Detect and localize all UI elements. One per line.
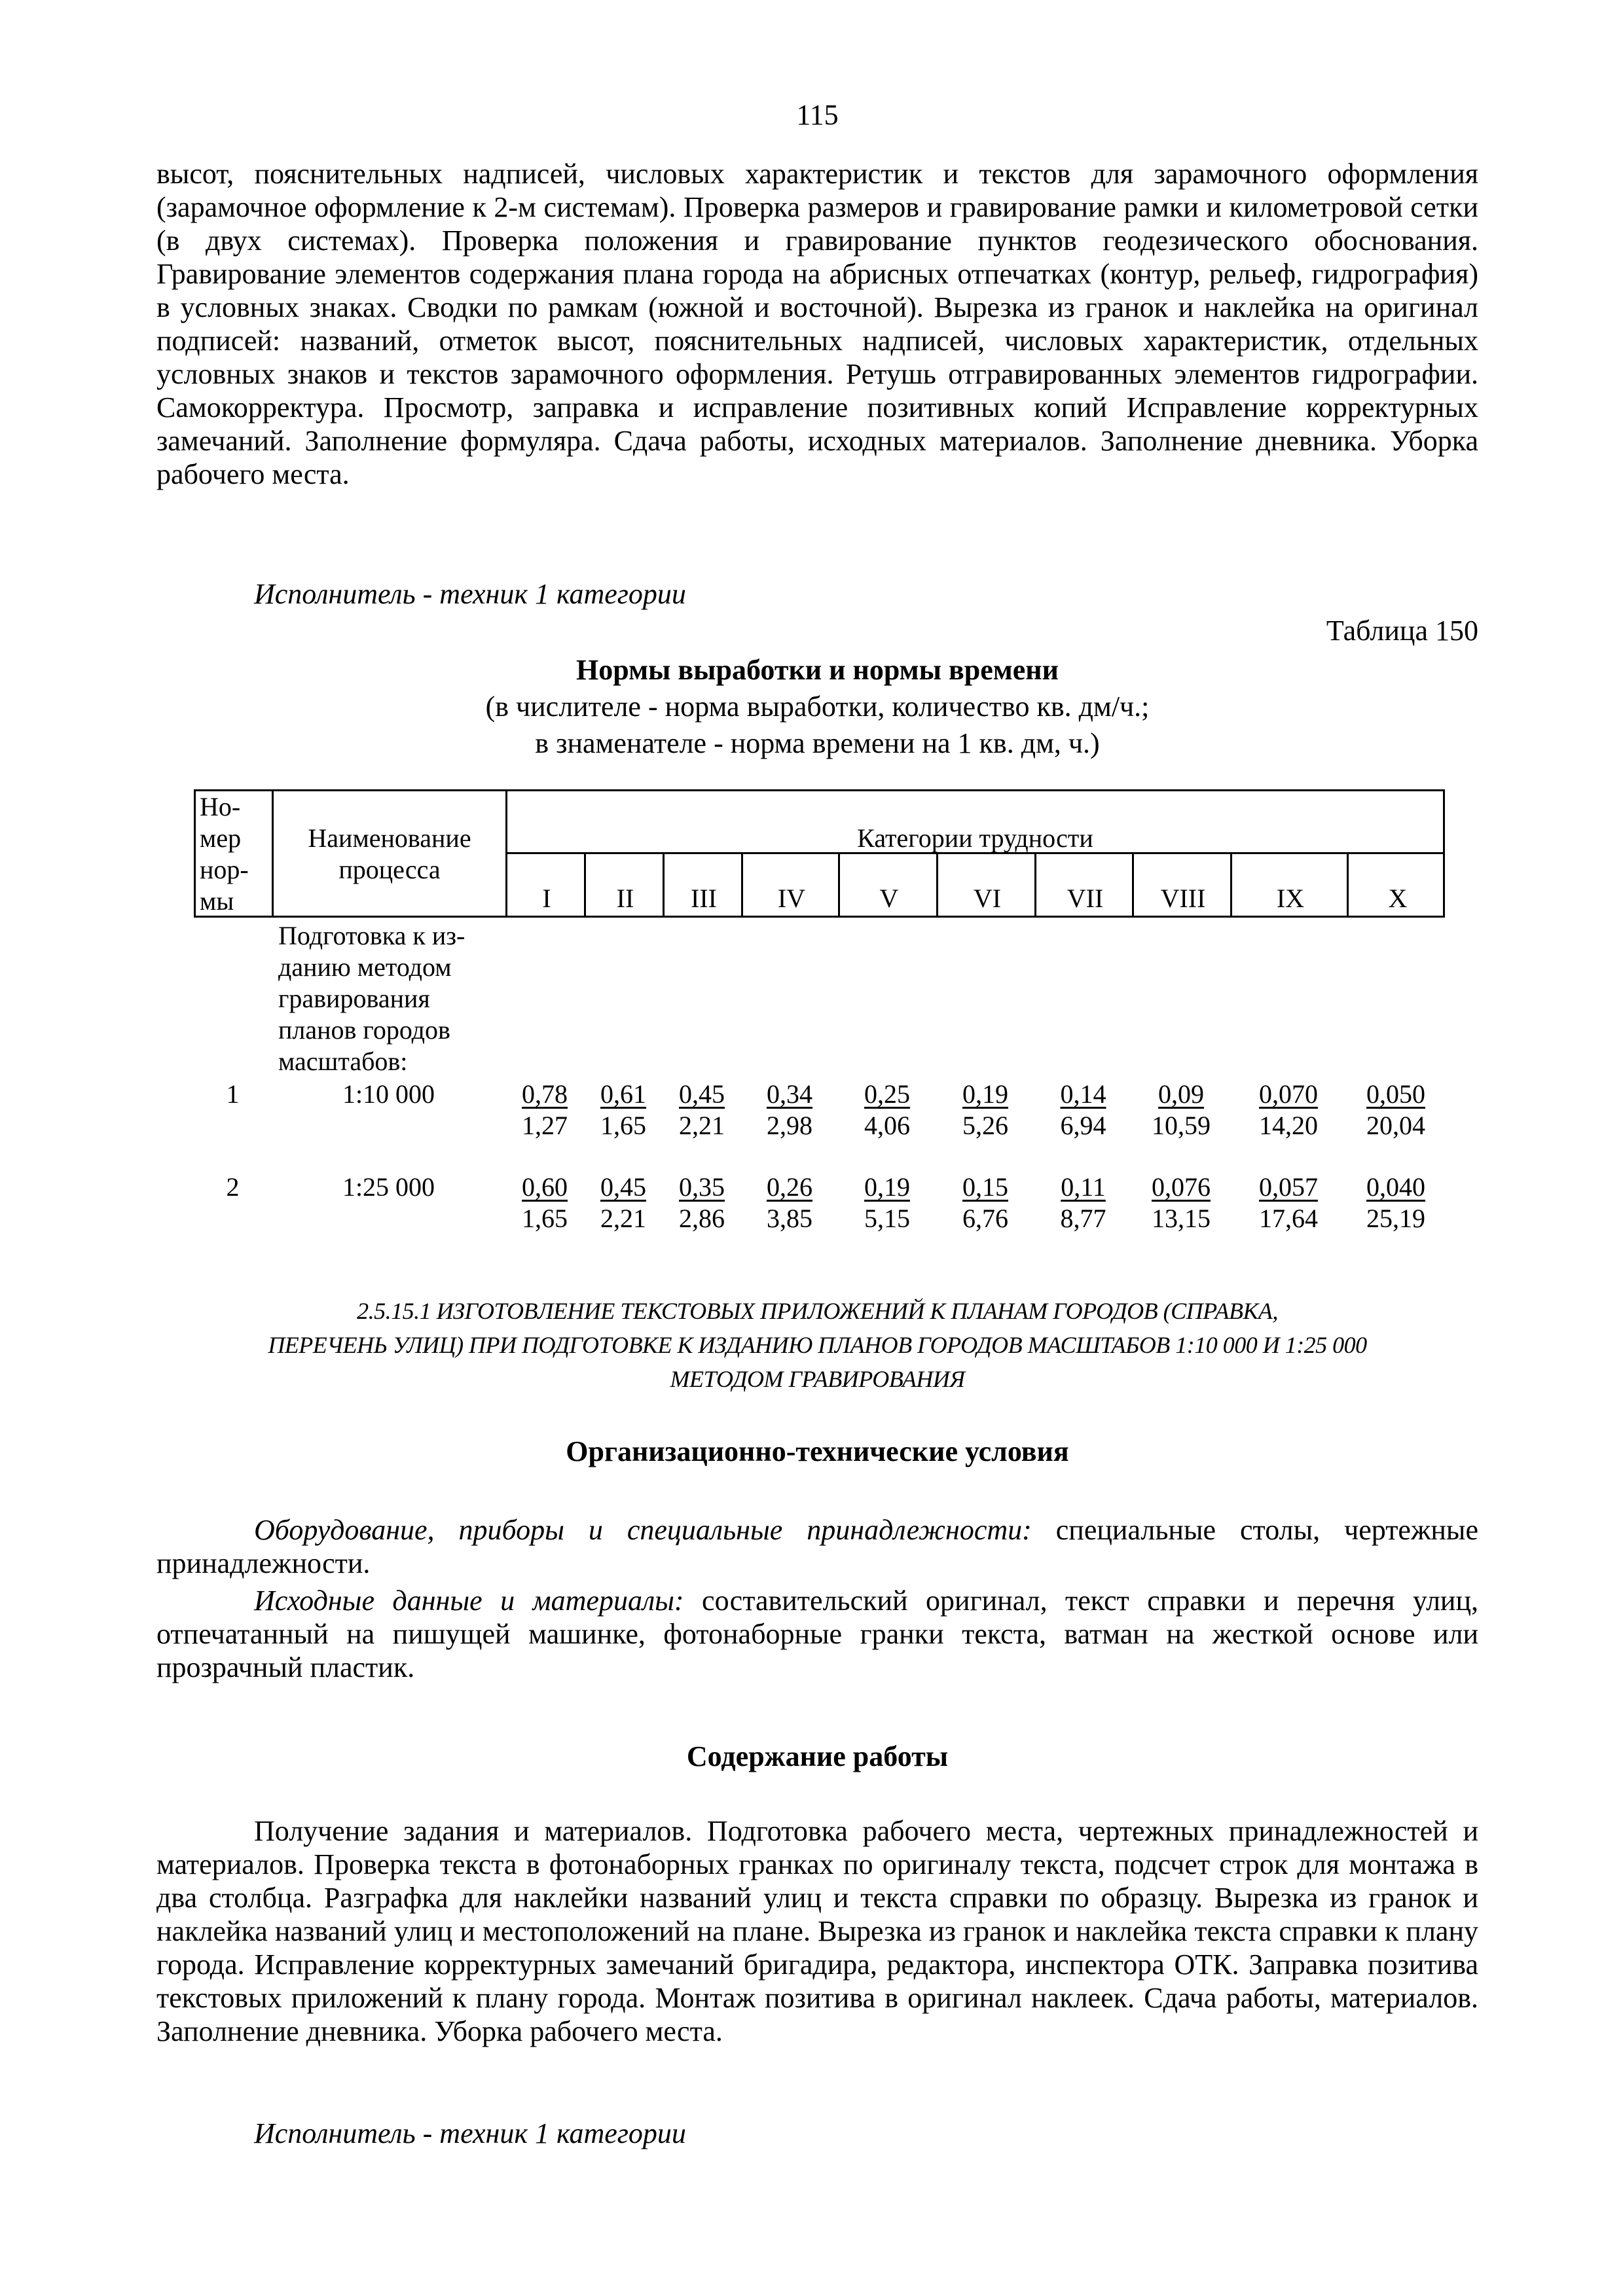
- table-subtitle: (в числителе - норма выработки, количество кв. дм/ч.;: [485, 691, 1150, 723]
- time-norm: 17,64: [1259, 1204, 1318, 1233]
- executor-line: Исполнитель - техник 1 категории: [254, 578, 686, 610]
- time-norm: 5,15: [864, 1204, 910, 1233]
- org-heading: Организационно-технические условия: [566, 1435, 1069, 1467]
- content-paragraph: Получение задания и материалов. Подготовка рабочего места, чертежных принадлежностей и материалов. Проверка текста в фотонаборных гранках по оригиналу текста, подсчет строк для монтажа в два столбца. Разграфка для наклейки названий улиц и текста справки по образцу. Вырезка из гранок и наклейка названий улиц и местоположений на плане. Вырезка из гранок и наклейка текста справки к плану города. Исправление корректурных замечаний бригадира, редактора, инспектора ОТК. Заправка позитива текстовых приложений к плану города. Монтаж позитива в оригинал наклеек. Сдача работы, материалов. Заполнение дневника. Уборка рабочего места.: [156, 1815, 1478, 2047]
- time-norm: 4,06: [864, 1111, 910, 1140]
- category-header: IX: [1276, 884, 1305, 913]
- category-header: VII: [1067, 884, 1104, 913]
- output-norm: 0,040: [1366, 1172, 1425, 1202]
- category-header: VI: [973, 884, 1002, 913]
- group-name: [278, 920, 465, 1077]
- output-norm: 0,45: [600, 1172, 646, 1202]
- category-header: VIII: [1160, 884, 1206, 913]
- table-label: Таблица 150: [1326, 615, 1478, 647]
- section-heading: ПЕРЕЧЕНЬ УЛИЦ) ПРИ ПОДГОТОВКЕ К ИЗДАНИЮ ПЛАНОВ ГОРОДОВ МАСШТАБОВ 1:10 000 И 1:25 000: [268, 1332, 1367, 1358]
- group-name-line: гравирования: [278, 984, 430, 1013]
- category-header: III: [691, 884, 717, 913]
- page-number: 115: [796, 99, 839, 131]
- time-norm: 1,27: [522, 1111, 568, 1140]
- time-norm: 6,76: [962, 1204, 1008, 1233]
- row-number: 2: [226, 1172, 240, 1202]
- output-norm: 0,35: [679, 1172, 725, 1202]
- time-norm: 6,94: [1060, 1111, 1106, 1140]
- output-norm: 0,26: [767, 1172, 812, 1202]
- header-text: мы: [200, 886, 234, 916]
- category-header: IV: [777, 884, 806, 913]
- table-subtitle: в знаменателе - норма времени на 1 кв. дм, ч.): [535, 727, 1100, 759]
- header-number: [200, 791, 249, 917]
- time-norm: 2,98: [767, 1111, 812, 1140]
- header-text: мер: [200, 823, 242, 853]
- header-text: нор-: [200, 855, 249, 884]
- content-heading: Содержание работы: [686, 1740, 949, 1772]
- output-norm: 0,057: [1259, 1172, 1318, 1202]
- output-norm: 0,34: [767, 1079, 812, 1109]
- time-norm: 3,85: [767, 1204, 812, 1233]
- equipment-paragraph: [156, 1513, 1478, 1580]
- materials-paragraph: [156, 1584, 1478, 1684]
- executor-line: Исполнитель - техник 1 категории: [254, 2117, 686, 2149]
- time-norm: 8,77: [1060, 1204, 1106, 1233]
- header-process-name: [274, 823, 505, 886]
- group-name-line: данию методом: [278, 952, 452, 982]
- category-header: I: [542, 884, 551, 913]
- output-norm: 0,15: [962, 1172, 1008, 1202]
- output-norm: 0,19: [962, 1079, 1008, 1109]
- output-norm: 0,076: [1152, 1172, 1211, 1202]
- header-text: Наименование: [308, 823, 471, 853]
- output-norm: 0,070: [1259, 1079, 1318, 1109]
- time-norm: 20,04: [1366, 1111, 1425, 1140]
- time-norm: 1,65: [522, 1204, 568, 1233]
- output-norm: 0,60: [522, 1172, 568, 1202]
- row-number: 1: [226, 1079, 240, 1109]
- row-name: 1:10 000: [342, 1079, 435, 1109]
- equipment-text: специальные столы, чертежные принадлежности.: [156, 1514, 1478, 1579]
- header-categories: Категории трудности: [857, 823, 1093, 853]
- output-norm: 0,14: [1060, 1079, 1106, 1109]
- group-name-line: Подготовка к из-: [278, 921, 465, 950]
- time-norm: 10,59: [1152, 1111, 1211, 1140]
- norms-table-header: [194, 789, 1445, 918]
- table-title: Нормы выработки и нормы времени: [576, 654, 1059, 686]
- output-norm: 0,45: [679, 1079, 725, 1109]
- output-norm: 0,11: [1061, 1172, 1106, 1202]
- output-norm: 0,25: [864, 1079, 910, 1109]
- header-text: Но-: [200, 792, 241, 821]
- group-name-line: планов городов: [278, 1015, 450, 1045]
- output-norm: 0,09: [1158, 1079, 1204, 1109]
- time-norm: 25,19: [1366, 1204, 1425, 1233]
- output-norm: 0,050: [1366, 1079, 1425, 1109]
- time-norm: 13,15: [1152, 1204, 1211, 1233]
- time-norm: 14,20: [1259, 1111, 1318, 1140]
- output-norm: 0,61: [600, 1079, 646, 1109]
- group-name-line: масштабов:: [278, 1047, 408, 1076]
- output-norm: 0,78: [522, 1079, 568, 1109]
- time-norm: 2,86: [679, 1204, 725, 1233]
- time-norm: 5,26: [962, 1111, 1008, 1140]
- materials-label: Исходные данные и материалы:: [254, 1585, 684, 1617]
- equipment-label: Оборудование, приборы и специальные принадлежности:: [254, 1514, 1032, 1546]
- category-header: V: [879, 884, 899, 913]
- time-norm: 1,65: [600, 1111, 646, 1140]
- row-name: 1:25 000: [342, 1172, 435, 1202]
- output-norm: 0,19: [864, 1172, 910, 1202]
- section-heading: 2.5.15.1 ИЗГОТОВЛЕНИЕ ТЕКСТОВЫХ ПРИЛОЖЕНИЙ К ПЛАНАМ ГОРОДОВ (СПРАВКА,: [357, 1298, 1278, 1324]
- time-norm: 2,21: [600, 1204, 646, 1233]
- time-norm: 2,21: [679, 1111, 725, 1140]
- section-heading: МЕТОДОМ ГРАВИРОВАНИЯ: [670, 1366, 965, 1392]
- materials-text: составительский оригинал, текст справки и перечня улиц, отпечатанный на пишущей машинке, фотонаборные гранки текста, ватман на жесткой основе или прозрачный пластик.: [156, 1585, 1478, 1683]
- category-header: II: [616, 884, 634, 913]
- header-text: процесса: [338, 855, 441, 884]
- category-header: X: [1388, 884, 1408, 913]
- intro-paragraph: высот, пояснительных надписей, числовых характеристик и текстов для зарамочного оформления (зарамочное оформление к 2-м системам). Проверка размеров и гравирование рамки и километровой сетки (в двух системах). Проверка положения и гравирование пунктов геодезического обоснования. Гравирование элементов содержания плана города на абрисных отпечатках (контур, рельеф, гидрография) в условных знаках. Сводки по рамкам (южной и восточной). Вырезка из гранок и наклейка на оригинал подписей: названий, отметок высот, пояснительных надписей, числовых характеристик, отдельных условных знаков и текстов зарамочного оформления. Ретушь отгравированных элементов гидрографии. Самокорректура. Просмотр, заправка и исправление позитивных копий Исправление корректурных замечаний. Заполнение формуляра. Сдача работы, исходных материалов. Заполнение дневника. Уборка рабочего места.: [156, 158, 1478, 490]
